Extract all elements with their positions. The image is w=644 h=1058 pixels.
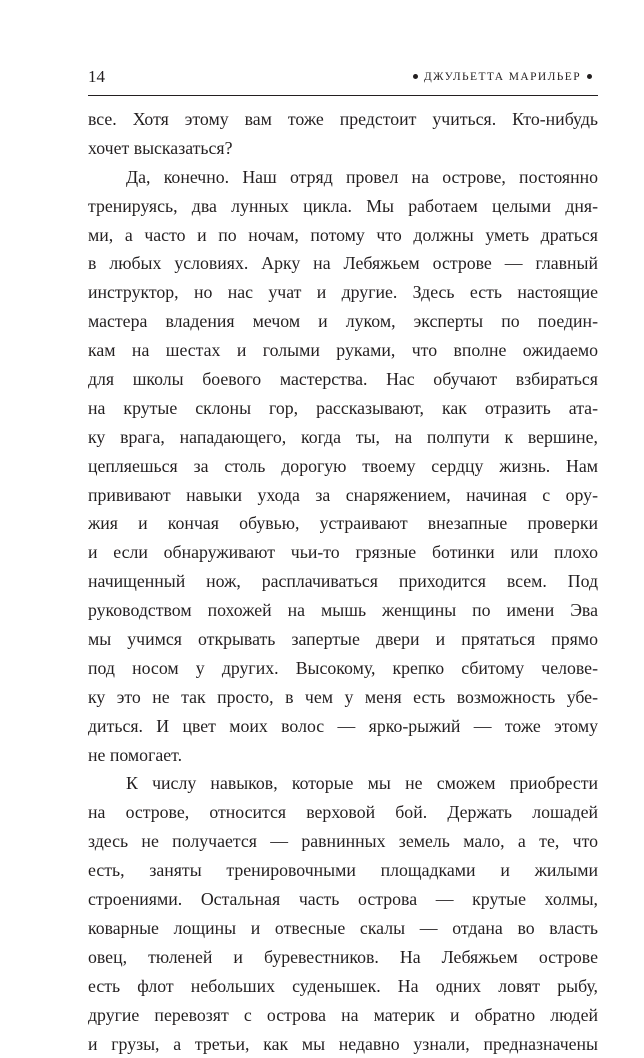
text-line: цепляешься за столь дорогую твоему сердцу жизнь. Нам [88, 452, 598, 481]
bullet-dot-icon [413, 74, 418, 79]
running-header [88, 66, 598, 88]
text-line: руководством похожей на мышь женщины по имени Эва [88, 596, 598, 625]
text-line: жия и кончая обувью, устраивают внезапные проверки [88, 509, 598, 538]
text-line: для школы боевого мастерства. Нас обучают взбираться [88, 365, 598, 394]
text-line: на крутые склоны гор, рассказывают, как отразить ата- [88, 394, 598, 423]
text-line: диться. И цвет моих волос — ярко-рыжий — тоже этому [88, 712, 598, 741]
text-line: в любых условиях. Арку на Лебяжьем острове — главный [88, 249, 598, 278]
text-line: овец, тюленей и буревестников. На Лебяжьем острове [88, 943, 598, 972]
text-line: и грузы, а третьи, как мы недавно узнали, предназначены [88, 1030, 598, 1058]
page-number: 14 [88, 66, 105, 88]
text-line: на острове, относится верховой бой. Держать лошадей [88, 798, 598, 827]
text-line: К числу навыков, которые мы не сможем приобрести [88, 769, 598, 798]
text-line: не помогает. [88, 741, 598, 770]
text-line: есть флот небольших суденышек. На одних ловят рыбу, [88, 972, 598, 1001]
text-line: другие перевозят с острова на материк и обратно людей [88, 1001, 598, 1030]
text-line: прививают навыки ухода за снаряжением, начиная с ору- [88, 481, 598, 510]
text-line: кам на шестах и голыми руками, что вполне ожидаемо [88, 336, 598, 365]
text-line: под носом у других. Высокому, крепко сбитому челове- [88, 654, 598, 683]
text-line: тренируясь, два лунных цикла. Мы работаем целыми дня- [88, 192, 598, 221]
text-line: коварные лощины и отвесные скалы — отдана во власть [88, 914, 598, 943]
running-head [407, 66, 598, 88]
text-line: Да, конечно. Наш отряд провел на острове, постоянно [88, 163, 598, 192]
bullet-dot-icon [587, 74, 592, 79]
text-line: все. Хотя этому вам тоже предстоит учиться. Кто-нибудь [88, 105, 598, 134]
text-line: строениями. Остальная часть острова — крутые холмы, [88, 885, 598, 914]
text-line: инструктор, но нас учат и другие. Здесь есть настоящие [88, 278, 598, 307]
text-line: хочет высказаться? [88, 134, 598, 163]
text-line: ми, а часто и по ночам, потому что должны уметь драться [88, 221, 598, 250]
text-line: есть, заняты тренировочными площадками и жилыми [88, 856, 598, 885]
text-line: начищенный нож, расплачиваться приходится всем. Под [88, 567, 598, 596]
author-name: ДЖУЛЬЕТТА МАРИЛЬЕР [424, 71, 581, 83]
header-rule [88, 95, 598, 96]
text-line: ку это не так просто, в чем у меня есть возможность убе- [88, 683, 598, 712]
text-line: здесь не получается — равнинных земель мало, а те, что [88, 827, 598, 856]
text-line: ку врага, нападающего, когда ты, на полпути к вершине, [88, 423, 598, 452]
text-line: мы учимся открывать запертые двери и прятаться прямо [88, 625, 598, 654]
text-line: и если обнаруживают чьи-то грязные ботинки или плохо [88, 538, 598, 567]
body-text [88, 105, 598, 1058]
text-line: мастера владения мечом и луком, эксперты по поедин- [88, 307, 598, 336]
